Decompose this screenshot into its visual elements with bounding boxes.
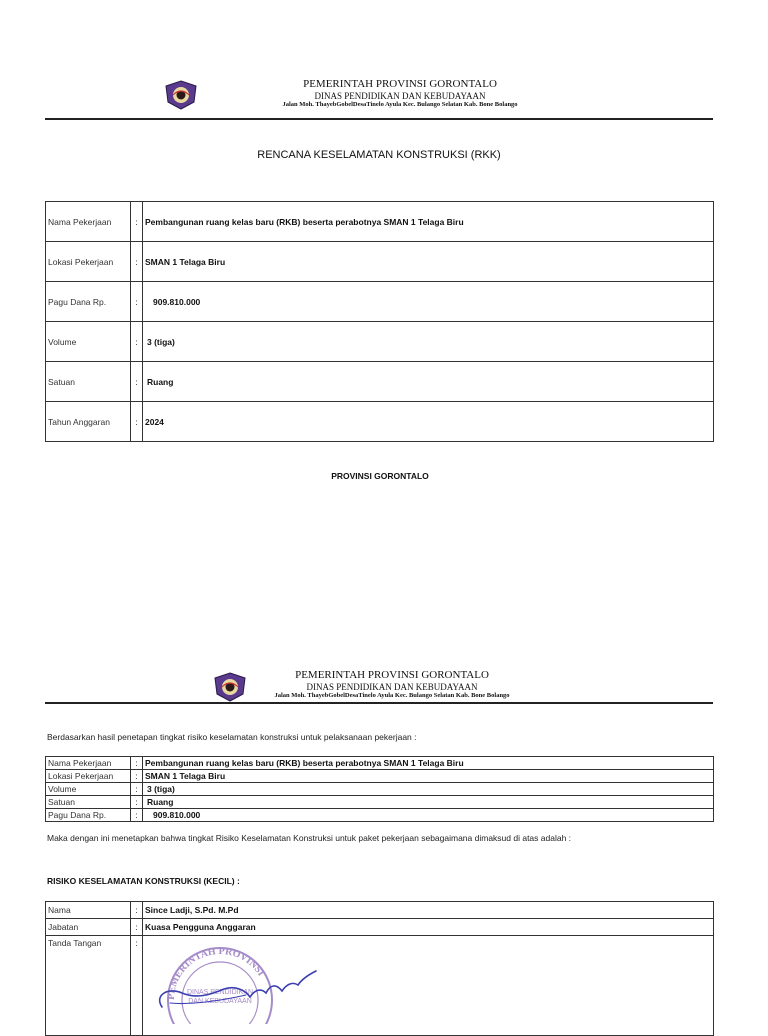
header-government: PEMERINTAH PROVINSI GORONTALO — [295, 669, 489, 681]
row-value: 909.810.000 — [143, 282, 714, 322]
row-label: Nama — [46, 902, 131, 919]
table-row — [46, 770, 714, 783]
row-label: Volume — [46, 322, 131, 362]
row-colon: : — [131, 936, 143, 1036]
table-row — [46, 919, 714, 936]
row-value: Ruang — [143, 796, 714, 809]
stamp-inner-line-2: DAN KEBUDAYAAN — [188, 998, 252, 1005]
row-colon: : — [131, 757, 143, 770]
row-value: Kuasa Pengguna Anggaran — [143, 919, 714, 936]
row-colon: : — [131, 809, 143, 822]
stamp-inner-line-1: DINAS PENDIDIKAN — [186, 989, 254, 996]
row-value: Ruang — [143, 362, 714, 402]
table-row — [46, 809, 714, 822]
row-label: Nama Pekerjaan — [46, 202, 131, 242]
header-address: Jalan Moh. ThayebGobelDesaTinelo Ayula Kec. Bulango Selatan Kab. Bone Bolango — [274, 692, 510, 699]
header-department: DINAS PENDIDIKAN DAN KEBUDAYAAN — [306, 682, 478, 692]
row-label: Tahun Anggaran — [46, 402, 131, 442]
table-row — [46, 242, 714, 282]
table-row — [46, 783, 714, 796]
row-label: Tanda Tangan — [46, 936, 131, 1036]
row-colon: : — [131, 919, 143, 936]
row-value: SMAN 1 Telaga Biru — [143, 242, 714, 282]
table-row — [46, 282, 714, 322]
row-label: Nama Pekerjaan — [46, 757, 131, 770]
row-value: Pembangunan ruang kelas baru (RKB) beserta perabotnya SMAN 1 Telaga Biru — [143, 202, 714, 242]
row-colon: : — [131, 282, 143, 322]
row-colon: : — [131, 902, 143, 919]
intro-text: Berdasarkan hasil penetapan tingkat risiko keselamatan konstruksi untuk pelaksanaan pekerjaan : — [47, 732, 417, 742]
row-colon: : — [131, 402, 143, 442]
row-label: Lokasi Pekerjaan — [46, 770, 131, 783]
row-colon: : — [131, 322, 143, 362]
row-label: Volume — [46, 783, 131, 796]
row-value: 3 (tiga) — [143, 783, 714, 796]
header-rule — [45, 702, 713, 704]
signatory-table — [45, 901, 714, 1036]
table-row — [46, 322, 714, 362]
row-colon: : — [131, 242, 143, 282]
header-department: DINAS PENDIDIKAN DAN KEBUDAYAAN — [314, 91, 486, 101]
header-rule — [45, 118, 713, 120]
page-title: RENCANA KESELAMATAN KONSTRUKSI (RKK) — [257, 149, 501, 161]
row-label: Jabatan — [46, 919, 131, 936]
row-colon: : — [131, 362, 143, 402]
table-row — [46, 362, 714, 402]
row-value: 909.810.000 — [143, 809, 714, 822]
row-value: Since Ladji, S.Pd. M.Pd — [143, 902, 714, 919]
table-row — [46, 936, 714, 1036]
project-info-table — [45, 201, 714, 442]
row-label: Pagu Dana Rp. — [46, 282, 131, 322]
row-colon: : — [131, 770, 143, 783]
row-value: 2024 — [143, 402, 714, 442]
stamp-outer-text: PEMERINTAH PROVINSI — [165, 945, 267, 1001]
header-address: Jalan Moh. ThayebGobelDesaTinelo Ayula Kec. Bulango Selatan Kab. Bone Bolango — [282, 101, 518, 108]
table-row — [46, 757, 714, 770]
project-summary-table — [45, 756, 714, 822]
row-label: Lokasi Pekerjaan — [46, 242, 131, 282]
row-label: Pagu Dana Rp. — [46, 809, 131, 822]
risk-heading: RISIKO KESELAMATAN KONSTRUKSI (KECIL) : — [47, 876, 240, 886]
table-row — [46, 202, 714, 242]
row-colon: : — [131, 783, 143, 796]
row-colon: : — [131, 796, 143, 809]
row-value: Pembangunan ruang kelas baru (RKB) beserta perabotnya SMAN 1 Telaga Biru — [143, 757, 714, 770]
table-row — [46, 796, 714, 809]
row-label: Satuan — [46, 362, 131, 402]
statement-text: Maka dengan ini menetapkan bahwa tingkat Risiko Keselamatan Konstruksi untuk paket pekerjaan sebagaimana dimaksud di atas adalah : — [47, 833, 572, 843]
header-government: PEMERINTAH PROVINSI GORONTALO — [303, 78, 497, 90]
table-row — [46, 402, 714, 442]
province-footer: PROVINSI GORONTALO — [331, 471, 429, 481]
table-row — [46, 902, 714, 919]
row-label: Satuan — [46, 796, 131, 809]
handwritten-signature — [150, 965, 320, 1015]
row-value: 3 (tiga) — [143, 322, 714, 362]
row-value: SMAN 1 Telaga Biru — [143, 770, 714, 783]
provincial-logo-icon — [164, 80, 198, 110]
row-colon: : — [131, 202, 143, 242]
